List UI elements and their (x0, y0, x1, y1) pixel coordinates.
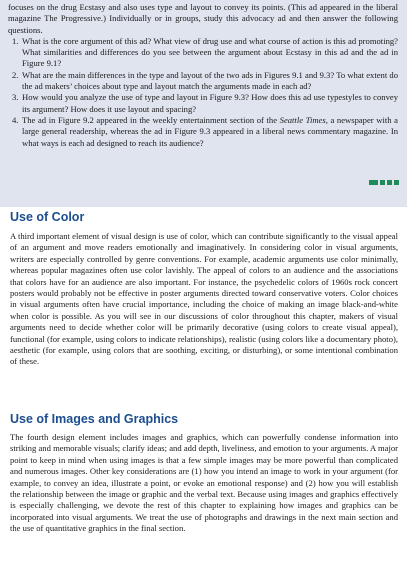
question-number: 1. (12, 35, 19, 46)
question-text-end: , a newspaper with a large general readership, whereas the ad in Figure 9.3 appeared in a liberal news commentary magazine. In what ways is each ad designed to reach its audience? (22, 114, 398, 148)
question-number: 2. (12, 69, 19, 80)
ornament-square (369, 180, 378, 185)
question-item (8, 92, 398, 115)
question-text: What is the core argument of this ad? What view of drug use and what course of action is this ad promoting? What similarities and differences do you see between the argument about Ecstasy in this ad and the ad in Figure 9.1? (22, 35, 398, 69)
question-box-content (8, 2, 398, 149)
newspaper-title: Seattle Times (279, 114, 326, 125)
ornament-square (380, 180, 385, 185)
question-item (8, 70, 398, 93)
intro-text: focuses on the drug Ecstasy and also uses type and layout to convey its points. (This ad appeared in the liberal magazine The Progressive.) Individually or in groups, study this advocacy ad and then answer the following questions. (8, 2, 398, 35)
section-body-color: A third important element of visual design is use of color, which can contribute significantly to the visual appeal of an argument and move readers emotionally and imaginatively. In considering color in visual arguments, writers are especially controlled by genre conventions. For example, academic arguments use color minimally, whereas popular magazines often use color lavishly. The appeal of colors to an audience and the associations that colors have for an audience are also important. For instance, the psychedelic colors of 1960s rock concert posters would probably not be effective in poster arguments directed toward conservative voters. Color choices in visual arguments often have crucial importance, including the choice of making an image black-and-white when color is possible. As you will see in our discussions of color throughout this chapter, makers of visual arguments need to decide whether color will be primarily decorative (using colors to create visual appeal), functional (for example, using colors to indicate relationships), realistic (using colors like a documentary photo), aesthetic (for example, using colors that are soothing, exciting, or disturbing), or some intentional combination of these. (10, 231, 398, 367)
question-text-start: The ad in Figure 9.2 appeared in the weekly entertainment section of the (22, 114, 280, 125)
question-item (8, 115, 398, 149)
question-box-intro (8, 2, 398, 36)
question-text: How would you analyze the use of type and layout in Figure 9.3? How does this ad use typestyles to convey its argument? How does it use layout and spacing? (22, 92, 398, 114)
section-body-images: The fourth design element includes images and graphics, which can powerfully condense information into striking and memorable visuals; clarify ideas; and add depth, liveliness, and emotion to your arguments. A major point to keep in mind when using images is that a few simple images may be more powerful than complicated and numerous images. Other key considerations are (1) how you intend an image to work in your argument (for example, to convey an idea, illustrate a point, or evoke an emotional response) and (2) how you will establish the relationship between the image or graphic and the verbal text. Because using images and graphics effectively is especially challenging, we devote the rest of this chapter to explaining how images and graphics can be incorporated into visual arguments. We treat the use of photographs and drawings in the next main section and the use of quantitative graphics in the final section. (10, 432, 398, 534)
question-number: 3. (12, 92, 19, 103)
question-list (8, 36, 398, 149)
question-text: What are the main differences in the type and layout of the two ads in Figures 9.1 and 9.3? To what extent do the ad makers’ choices about type and layout match the arguments made in each ad? (22, 69, 398, 92)
ornament-squares (369, 180, 399, 185)
ornament-square (394, 180, 399, 185)
question-item (8, 36, 398, 70)
question-number: 4. (12, 114, 19, 125)
section-heading-color: Use of Color (10, 210, 85, 224)
ornament-square (387, 180, 392, 185)
section-heading-images: Use of Images and Graphics (10, 412, 179, 426)
question-box (0, 0, 407, 207)
